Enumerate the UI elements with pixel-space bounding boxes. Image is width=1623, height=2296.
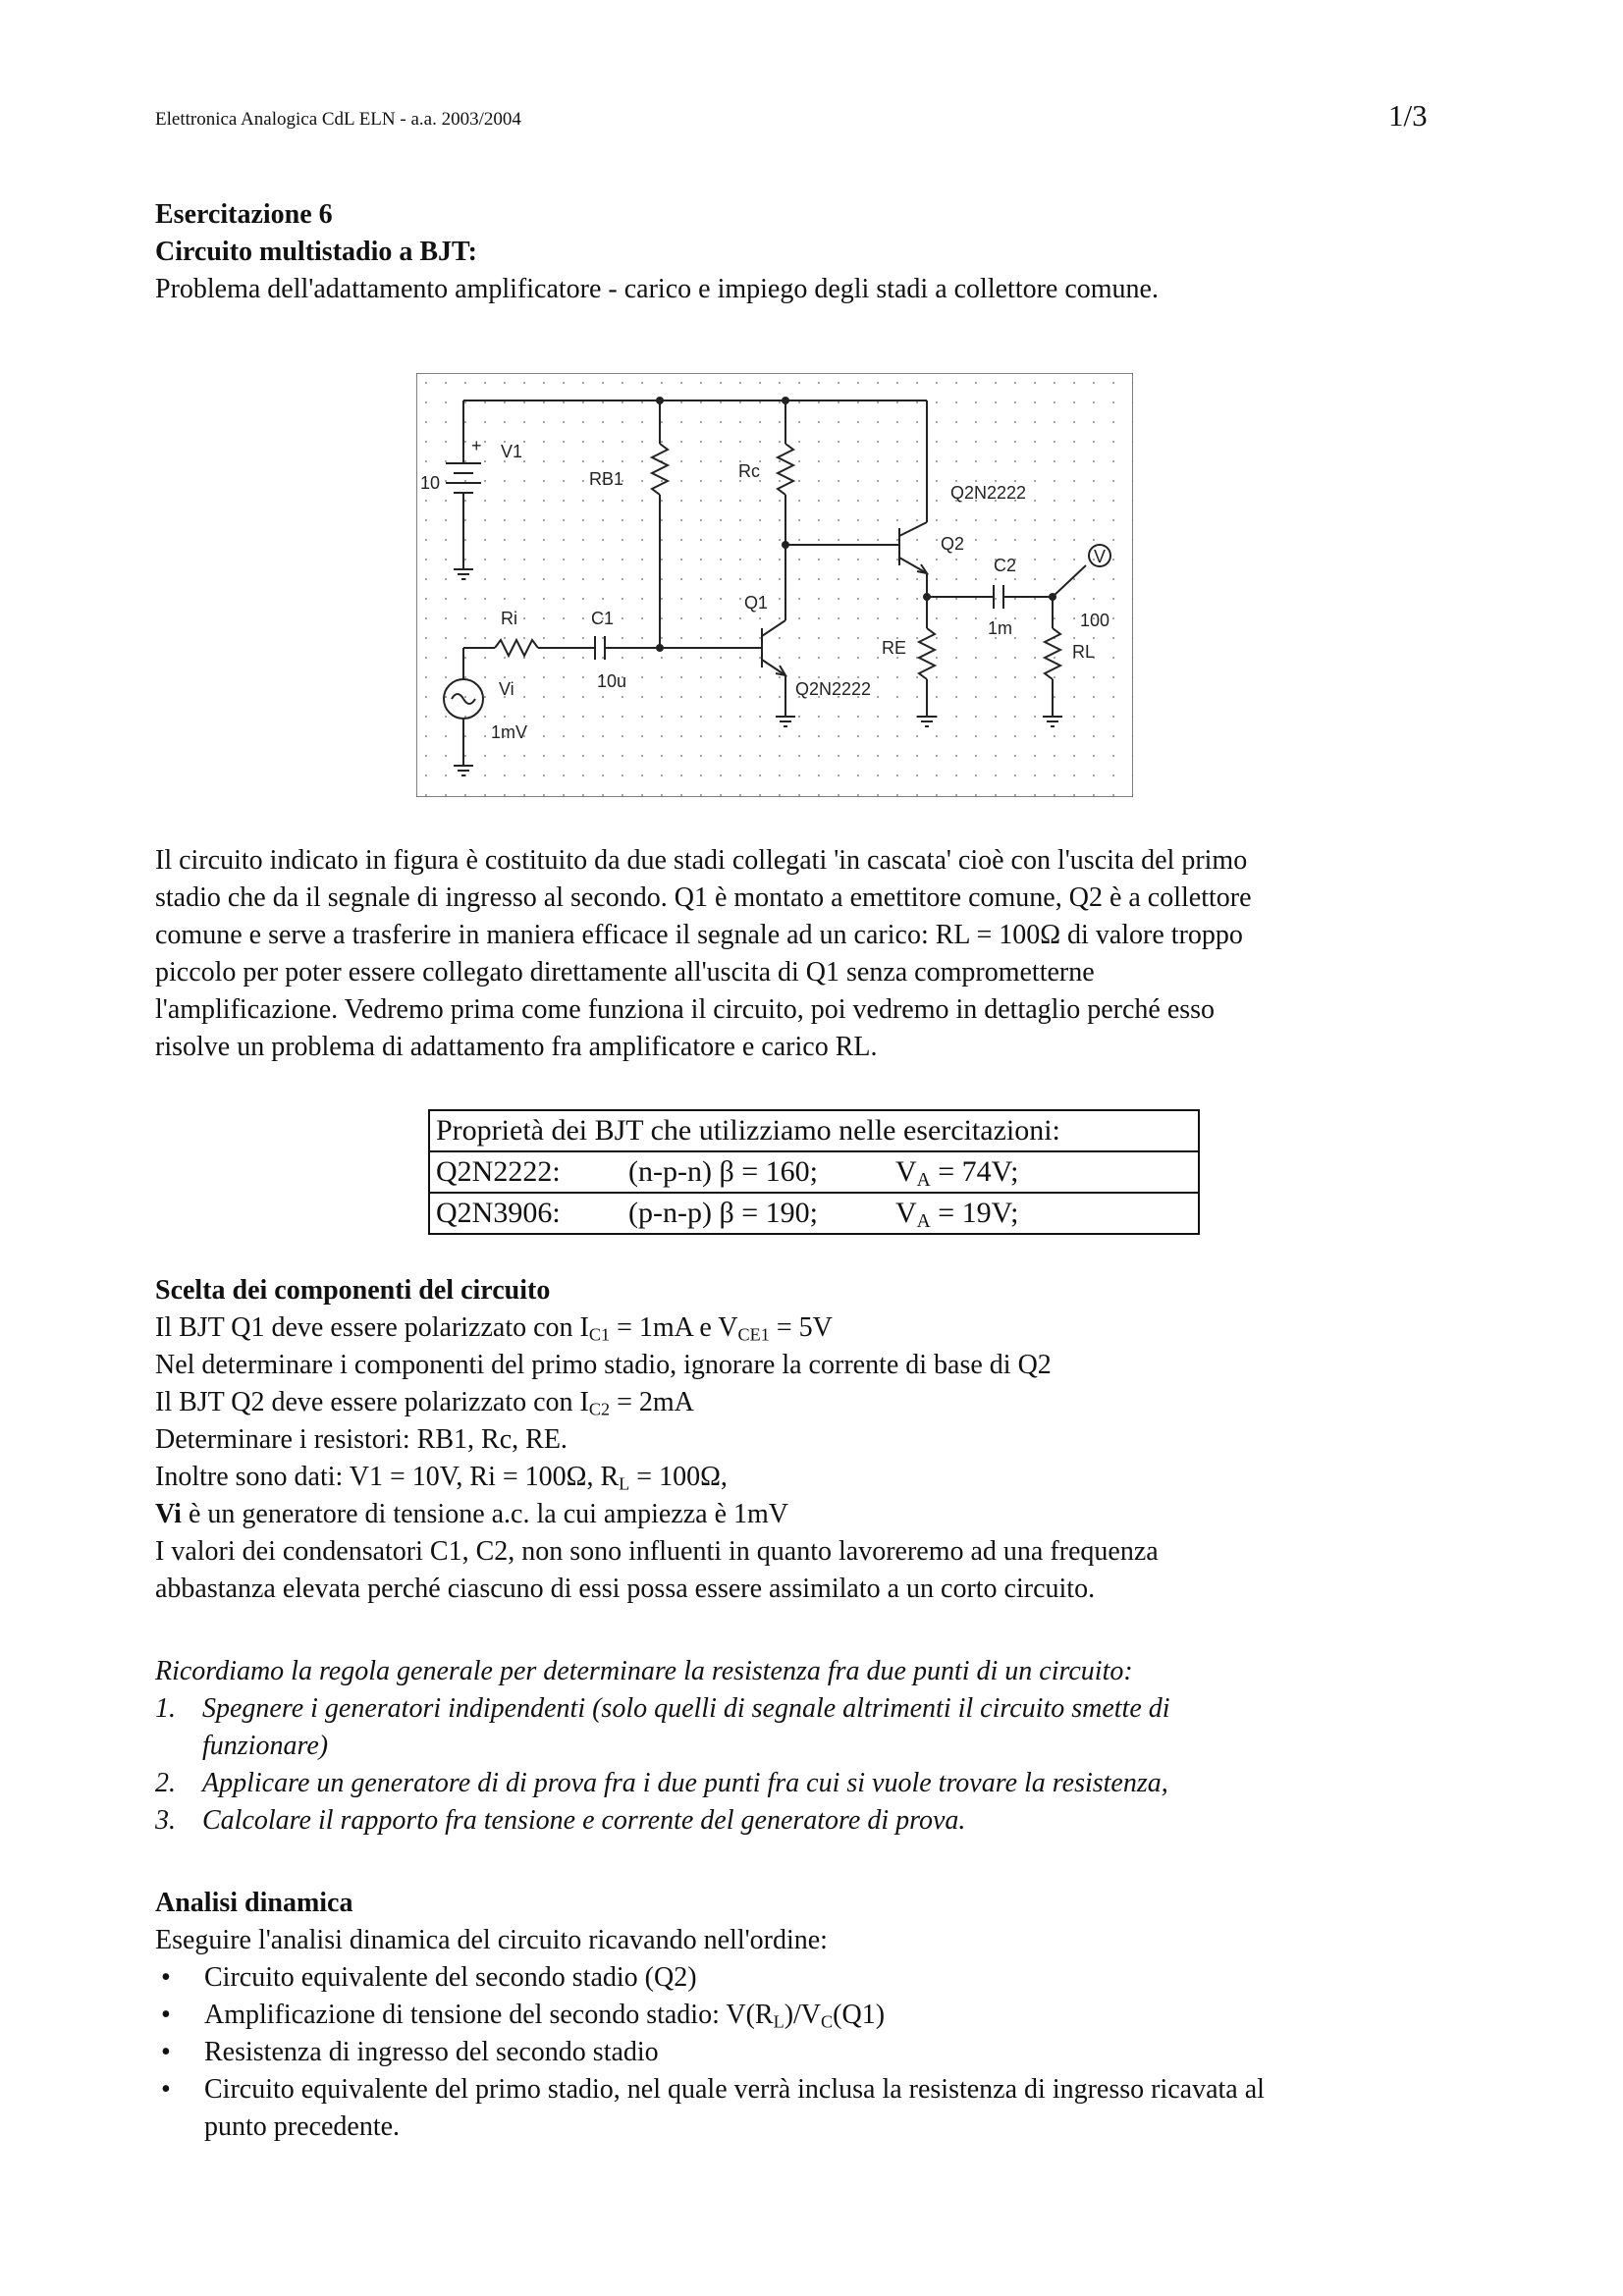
ri-label: Ri <box>501 609 517 628</box>
subscript: C <box>821 2011 834 2032</box>
dynamic-intro: Eseguire l'analisi dinamica del circuito ricavando nell'ordine: <box>155 1925 828 1955</box>
exercise-subtitle: Circuito multistadio a BJT: <box>155 237 477 267</box>
components-line-3 <box>155 1384 1490 1421</box>
subscript: L <box>773 2011 784 2032</box>
bjt-model: Q2N2222: <box>436 1155 561 1188</box>
q1-label: Q1 <box>744 593 769 613</box>
v1-value-label: 10 <box>420 473 441 493</box>
probe-label: V <box>1094 547 1107 566</box>
v1-label: V1 <box>501 442 523 461</box>
list-item <box>155 1765 1490 1802</box>
table-cell <box>429 1151 1199 1193</box>
rb1-label: RB1 <box>589 469 624 489</box>
table-cell <box>429 1193 1199 1234</box>
item-text: punto precedente. <box>204 2111 401 2142</box>
bjt-va-sub: A <box>916 1210 931 1232</box>
list-item <box>155 1690 1490 1765</box>
subscript: C1 <box>588 1324 611 1345</box>
bjt-model: Q2N3906: <box>436 1197 561 1229</box>
subscript: C2 <box>588 1399 611 1419</box>
step-number: 2. <box>155 1768 176 1798</box>
subscript: L <box>619 1473 630 1494</box>
q1-model-label: Q2N2222 <box>795 679 872 699</box>
q2-label: Q2 <box>941 534 965 554</box>
text-fragment: è un generatore di tensione a.c. la cui ampiezza è 1mV <box>181 1499 789 1529</box>
bjt-properties-table <box>428 1109 1200 1235</box>
v1-plus-label: + <box>471 436 482 455</box>
list-item <box>155 1959 1490 1997</box>
dynamic-heading: Analisi dinamica <box>155 1888 353 1918</box>
rule-section <box>155 1653 1490 1840</box>
list-item <box>155 1802 1490 1840</box>
components-line-1 <box>155 1309 1490 1347</box>
bjt-va-value: = 74V; <box>930 1155 1019 1188</box>
text-fragment: Inoltre sono dati: V1 = 10V, Ri = 100Ω, R <box>155 1462 620 1492</box>
components-line-2: Nel determinare i componenti del primo stadio, ignorare la corrente di base di Q2 <box>155 1350 1052 1380</box>
exercise-title: Esercitazione 6 <box>155 199 333 230</box>
text-fragment: Il BJT Q1 deve essere polarizzato con I <box>155 1312 589 1343</box>
components-line-7: I valori dei condensatori C1, C2, non sono influenti in quanto lavoreremo ad una frequenza <box>155 1536 1159 1567</box>
components-heading: Scelta dei componenti del circuito <box>155 1275 551 1306</box>
text-fragment: = 1mA e V <box>610 1312 738 1343</box>
text-fragment: = 100Ω, <box>629 1462 728 1492</box>
components-line-6 <box>155 1496 1490 1533</box>
table-header-cell: Proprietà dei BJT che utilizziamo nelle esercitazioni: <box>429 1110 1199 1151</box>
c2-label: C2 <box>994 556 1017 575</box>
rule-steps <box>155 1690 1490 1840</box>
bjt-type-beta: (n-p-n) β = 160; <box>628 1155 818 1188</box>
list-item <box>155 2034 1490 2071</box>
components-section <box>155 1272 1490 1608</box>
text-fragment: Vi <box>155 1499 182 1529</box>
step-text: funzionare) <box>202 1731 329 1761</box>
intro-line: piccolo per poter essere collegato direttamente all'uscita di Q1 senza comprometterne <box>155 957 1095 988</box>
step-number: 1. <box>155 1693 176 1724</box>
c1-label: C1 <box>591 609 615 628</box>
circuit-schematic <box>416 373 1133 797</box>
text-fragment: Amplificazione di tensione del secondo stadio: V(R <box>204 2000 774 2030</box>
rule-intro: Ricordiamo la regola generale per determinare la resistenza fra due punti di un circuito: <box>155 1656 1133 1686</box>
step-text: Spegnere i generatori indipendenti (solo quelli di segnale altrimenti il circuito smette di <box>202 1693 1170 1724</box>
bjt-va-label: V <box>895 1155 917 1188</box>
rl-label: RL <box>1072 642 1096 662</box>
bullet-icon: • <box>161 2000 171 2030</box>
bjt-va-label: V <box>895 1197 917 1229</box>
text-fragment: = 5V <box>769 1312 833 1343</box>
title-block <box>155 196 1490 308</box>
page-number: 1/3 <box>1388 98 1428 133</box>
list-item <box>155 1997 1490 2034</box>
step-text: Calcolare il rapporto fra tensione e corrente del generatore di prova. <box>202 1805 966 1836</box>
intro-line: stadio che da il segnale di ingresso al secondo. Q1 è montato a emettitore comune, Q2 è a collettore <box>155 882 1252 913</box>
intro-line: risolve un problema di adattamento fra amplificatore e carico RL. <box>155 1032 878 1062</box>
dynamic-section <box>155 1885 1490 2146</box>
bullet-icon: • <box>161 1962 171 1993</box>
bullet-icon: • <box>161 2037 171 2067</box>
subscript: CE1 <box>737 1324 770 1345</box>
table-row <box>429 1110 1199 1151</box>
problem-statement: Problema dell'adattamento amplificatore - carico e impiego degli stadi a collettore comune. <box>155 274 1159 304</box>
table-row <box>429 1193 1199 1234</box>
q2-model-label: Q2N2222 <box>950 483 1027 503</box>
intro-paragraph <box>155 842 1490 1066</box>
item-text <box>204 1997 1490 2034</box>
text-fragment: Il BJT Q2 deve essere polarizzato con I <box>155 1387 589 1417</box>
c2-value-label: 1m <box>988 618 1013 638</box>
item-text: Circuito equivalente del secondo stadio (Q2) <box>204 1962 697 1993</box>
step-text: Applicare un generatore di di prova fra i due punti fra cui si vuole trovare la resistenza, <box>202 1768 1168 1798</box>
step-number: 3. <box>155 1805 176 1836</box>
c1-value-label: 10u <box>597 671 627 691</box>
bullet-icon: • <box>161 2074 171 2105</box>
course-header: Elettronica Analogica CdL ELN - a.a. 2003/2004 <box>155 109 521 130</box>
text-fragment: )/V <box>784 2000 822 2030</box>
intro-line: comune e serve a trasferire in maniera efficace il segnale ad un carico: RL = 100Ω di valore troppo <box>155 920 1243 950</box>
components-line-5 <box>155 1459 1490 1496</box>
item-text: Resistenza di ingresso del secondo stadio <box>204 2037 659 2067</box>
text-fragment: (Q1) <box>833 2000 886 2030</box>
re-label: RE <box>882 638 907 658</box>
vi-label: Vi <box>499 679 514 699</box>
intro-line: Il circuito indicato in figura è costituito da due stadi collegati 'in cascata' cioè con l'uscita del primo <box>155 845 1248 876</box>
list-item <box>155 2071 1490 2146</box>
components-line-4: Determinare i resistori: RB1, Rc, RE. <box>155 1424 568 1455</box>
vi-value-label: 1mV <box>491 722 528 742</box>
intro-line: l'amplificazione. Vedremo prima come funziona il circuito, poi vedremo in dettaglio perché esso <box>155 994 1216 1025</box>
rl-value-label: 100 <box>1080 611 1110 630</box>
dynamic-list <box>155 1959 1490 2146</box>
bjt-va-sub: A <box>916 1169 931 1191</box>
rc-label: Rc <box>738 461 760 481</box>
text-fragment: = 2mA <box>610 1387 694 1417</box>
item-text: Circuito equivalente del primo stadio, nel quale verrà inclusa la resistenza di ingresso ricavata al <box>204 2074 1265 2105</box>
bjt-va-value: = 19V; <box>930 1197 1019 1229</box>
bjt-type-beta: (p-n-p) β = 190; <box>628 1197 818 1229</box>
table-row <box>429 1151 1199 1193</box>
components-line-8: abbastanza elevata perché ciascuno di essi possa essere assimilato a un corto circuito. <box>155 1574 1096 1604</box>
